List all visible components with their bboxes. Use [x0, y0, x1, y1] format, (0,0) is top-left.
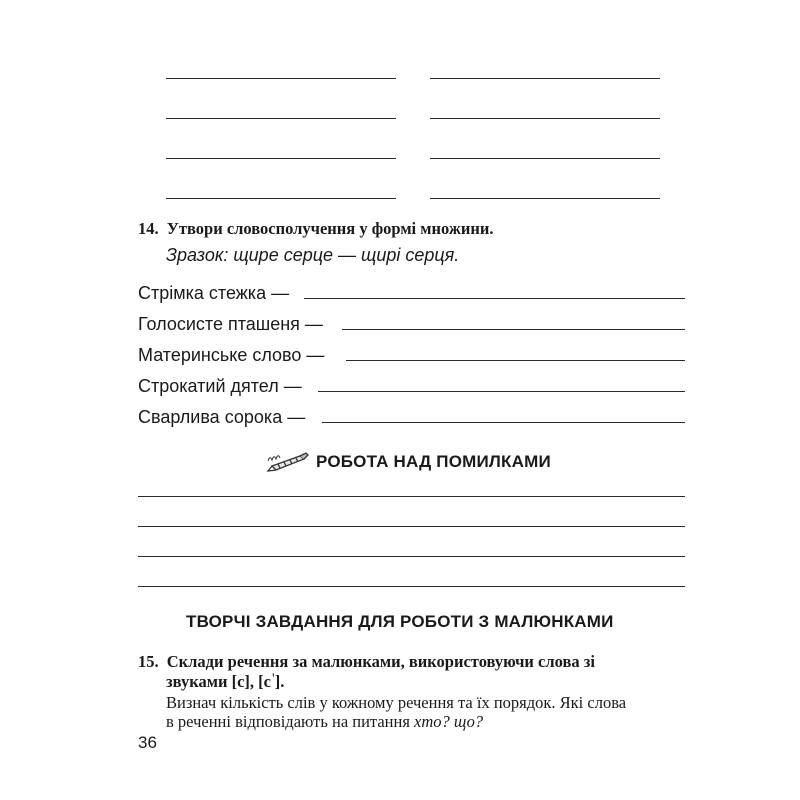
answer-line[interactable] — [138, 526, 685, 527]
answer-line[interactable] — [166, 158, 396, 159]
phrase-item: Материнське слово — — [138, 345, 325, 365]
phrase-item: Сварлива сорока — — [138, 407, 306, 427]
answer-line[interactable] — [430, 78, 660, 79]
answer-line[interactable] — [166, 78, 396, 79]
phrase-item: Строкатий дятел — — [138, 376, 302, 396]
task-14-example: Зразок: щире серце — щирі серця. — [166, 245, 460, 265]
answer-line[interactable] — [304, 298, 685, 299]
task-15-instruction: Визнач кількість слів у кожному речення та їх порядок. Які слова — [166, 693, 627, 712]
task-15-title-line2 — [166, 671, 284, 692]
task-text: Склади речення за малюнками, використовуючи слова зі — [166, 652, 595, 671]
answer-line[interactable] — [166, 198, 396, 199]
task-number: 14. — [138, 219, 159, 238]
answer-line[interactable] — [346, 360, 685, 361]
answer-line[interactable] — [138, 556, 685, 557]
task-text: ]. — [274, 672, 285, 691]
task-number: 15. — [138, 652, 159, 671]
task-14-title — [138, 219, 493, 239]
page-number: 36 — [138, 733, 157, 752]
answer-line[interactable] — [166, 118, 396, 119]
task-15-title — [138, 652, 595, 672]
answer-line[interactable] — [318, 391, 685, 392]
section-heading: РОБОТА НАД ПОМИЛКАМИ — [316, 452, 551, 471]
answer-line[interactable] — [430, 158, 660, 159]
instruction-text: в реченні відповідають на питання — [166, 712, 415, 731]
phrase-item: Стрімка стежка — — [138, 283, 290, 303]
instruction-question: хто? що? — [414, 712, 484, 731]
errors-section-header — [266, 447, 551, 477]
answer-line[interactable] — [430, 198, 660, 199]
answer-line[interactable] — [138, 586, 685, 587]
answer-line[interactable] — [322, 422, 685, 423]
task-text: Утвори словосполучення у формі множини. — [166, 219, 494, 238]
answer-line[interactable] — [138, 496, 685, 497]
phrase-item: Голосисте пташеня — — [138, 314, 323, 334]
answer-line[interactable] — [430, 118, 660, 119]
task-text: звуками [с], [с — [166, 672, 271, 691]
soft-mark: ' — [272, 671, 275, 687]
creative-section-heading: ТВОРЧІ ЗАВДАННЯ ДЛЯ РОБОТИ З МАЛЮНКАМИ — [186, 612, 614, 631]
task-15-instruction-line2 — [166, 712, 483, 732]
pen-icon — [266, 449, 310, 475]
answer-line[interactable] — [342, 329, 685, 330]
